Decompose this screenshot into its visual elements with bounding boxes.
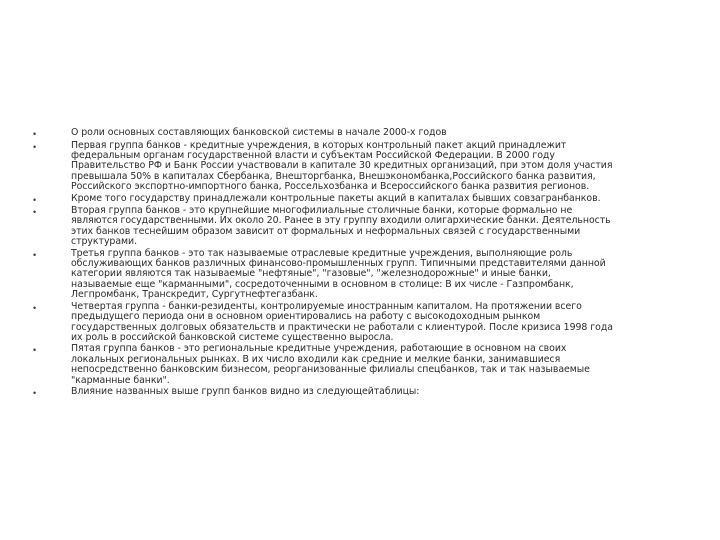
text-line: Влияние названных выше групп банков видно из следующейтаблицы: (71, 385, 420, 397)
list-item (32, 206, 692, 248)
bullet-icon: • (33, 302, 37, 313)
text-line: категории являются так называемые "нефтяные", "газовые", "железнодорожные" и иные банки, (71, 268, 551, 280)
bullet-text (71, 302, 692, 344)
text-line: Пятая группа банков - это региональные кредитные учреждения, работающие в основном на своих (71, 343, 567, 355)
text-line: непосредственно банковским бизнесом, реорганизованные филиалы спецбанков, так и так называемые (71, 364, 590, 376)
text-line: Первая группа банков - кредитные учреждения, в которых контрольный пакет акций принадлежит (71, 139, 567, 151)
text-line: Правительство РФ и Банк России участвовали в капитале 30 кредитных организаций, при этом доля участия (71, 160, 613, 172)
bullet-text (71, 194, 692, 204)
list-item (32, 128, 692, 140)
list-item (32, 194, 692, 206)
text-line: Третья группа банков - это так называемые отраслевые кредитные учреждения, выполняющие роль (71, 247, 573, 259)
text-line: предыдущего периода они в основном ориентировались на работу с высокодоходным рынком (71, 311, 541, 323)
bullet-icon: • (33, 141, 37, 152)
bullet-text (71, 206, 692, 248)
list-item (32, 344, 692, 386)
text-line: называемые еще "карманными", сосредоточенными в основном в столице: В их числе - Газпромбанк, (71, 278, 574, 290)
text-line: локальных региональных рынках. В их число входили как средние и мелкие банки, занимавшиеся (71, 353, 561, 365)
text-line: структурами. (71, 236, 138, 248)
text-line: обслуживающих банков различных финансово-промышленных групп. Типичными представителями данной (71, 258, 606, 270)
text-line: Четвертая группа - банки-резиденты, контролируемые иностранным капиталом. На протяжении всего (71, 300, 582, 312)
bullet-list (32, 128, 692, 398)
list-item (32, 387, 692, 399)
bullet-text (71, 344, 692, 386)
text-line: федеральным органам государственной власти и субъектам Российской Федерации. В 2000 году (71, 149, 555, 161)
bullet-text (71, 141, 692, 193)
bullet-icon: • (33, 207, 37, 218)
text-line: Кроме того государству принадлежали контрольные пакеты акций в капиталах бывших совзагранбанков. (71, 192, 601, 204)
bullet-icon: • (33, 387, 37, 398)
text-line: превышала 50% в капиталах Сбербанка, Внешторгбанка, Внешэкономбанка,Российского банка развития, (71, 170, 596, 182)
list-item (32, 302, 692, 344)
bullet-text (71, 387, 692, 397)
text-line: государственных долговых обязательств и практически не работали с клиентурой. После кризиса 1998 года (71, 321, 613, 333)
list-item (32, 141, 692, 193)
text-line: Вторая группа банков - это крупнейшие многофилиальные столичные банки, которые формально не (71, 205, 573, 217)
bullet-icon: • (33, 249, 37, 260)
text-line: Легпромбанк, Транскредит, Сургутнефтегазбанк. (71, 289, 318, 301)
text-line: О роли основных составляющих банковской системы в начале 2000-х годов (71, 127, 447, 138)
bullet-text (71, 249, 692, 301)
bullet-icon: • (33, 345, 37, 356)
text-line: этих банков теснейшим образом зависит от формальных и неформальных связей с государственными (71, 225, 581, 237)
text-line: Российского экспортно-импортного банка, Россельхозбанка и Всероссийского банка развития регионов. (71, 181, 590, 193)
list-item (32, 249, 692, 301)
text-line: являются государственными. Их около 20. Ранее в эту группу входили олигархические банки. Деятельность (71, 215, 611, 227)
bullet-icon: • (33, 129, 37, 139)
bullet-text (71, 128, 692, 138)
bullet-icon: • (33, 194, 37, 205)
text-line: их роль в российской банковской системе существенно выросла. (71, 331, 394, 343)
text-line: "карманные банки". (71, 374, 170, 386)
